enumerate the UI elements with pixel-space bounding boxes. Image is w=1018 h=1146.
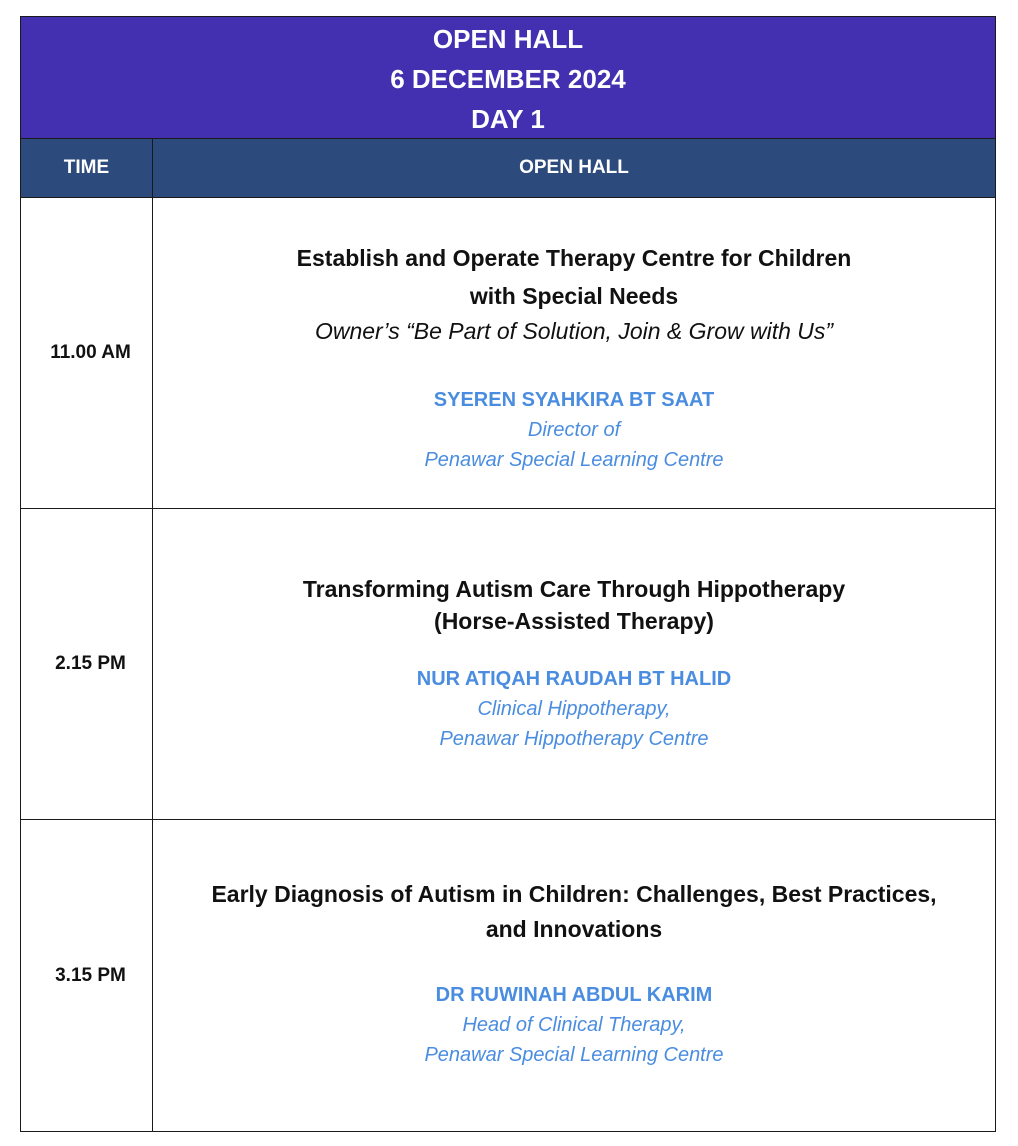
speaker-role-line: Clinical Hippotherapy, xyxy=(477,698,671,720)
session-title-line: Establish and Operate Therapy Centre for Children xyxy=(296,245,852,271)
session-time: 3.15 PM xyxy=(21,820,153,1131)
session-subtitle: Owner’s “Be Part of Solution, Join & Grow with Us” xyxy=(314,318,834,344)
session-row xyxy=(21,198,995,509)
session-time: 2.15 PM xyxy=(21,509,153,819)
session-details xyxy=(153,820,995,1131)
session-details xyxy=(153,198,995,508)
schedule-banner xyxy=(21,17,995,139)
speaker-role-line: Penawar Hippotherapy Centre xyxy=(439,728,709,750)
session-title-line: Early Diagnosis of Autism in Children: Challenges, Best Practices, xyxy=(211,881,937,907)
column-header-time: TIME xyxy=(21,139,153,197)
speaker-role-line: Penawar Special Learning Centre xyxy=(424,1044,724,1066)
speaker-name: NUR ATIQAH RAUDAH BT HALID xyxy=(416,668,732,690)
banner-hall-name: OPEN HALL xyxy=(432,24,584,54)
column-header-hall: OPEN HALL xyxy=(519,157,629,178)
session-title-line: Transforming Autism Care Through Hippotherapy xyxy=(302,576,846,602)
session-title-line: with Special Needs xyxy=(469,283,679,309)
session-row xyxy=(21,820,995,1131)
column-header-row xyxy=(21,139,995,198)
speaker-role-line: Head of Clinical Therapy, xyxy=(462,1014,686,1036)
session-row xyxy=(21,509,995,820)
speaker-role-line: Director of xyxy=(527,419,621,441)
speaker-role-line: Penawar Special Learning Centre xyxy=(424,449,724,471)
banner-date: 6 DECEMBER 2024 xyxy=(390,64,626,94)
banner-day: DAY 1 xyxy=(471,104,545,134)
schedule-table xyxy=(20,16,996,1132)
session-details xyxy=(153,509,995,819)
session-title-line: (Horse-Assisted Therapy) xyxy=(434,608,714,634)
session-title-line: and Innovations xyxy=(485,916,663,942)
speaker-name: SYEREN SYAHKIRA BT SAAT xyxy=(433,389,715,411)
speaker-name: DR RUWINAH ABDUL KARIM xyxy=(435,984,713,1006)
session-time: 11.00 AM xyxy=(21,198,153,508)
